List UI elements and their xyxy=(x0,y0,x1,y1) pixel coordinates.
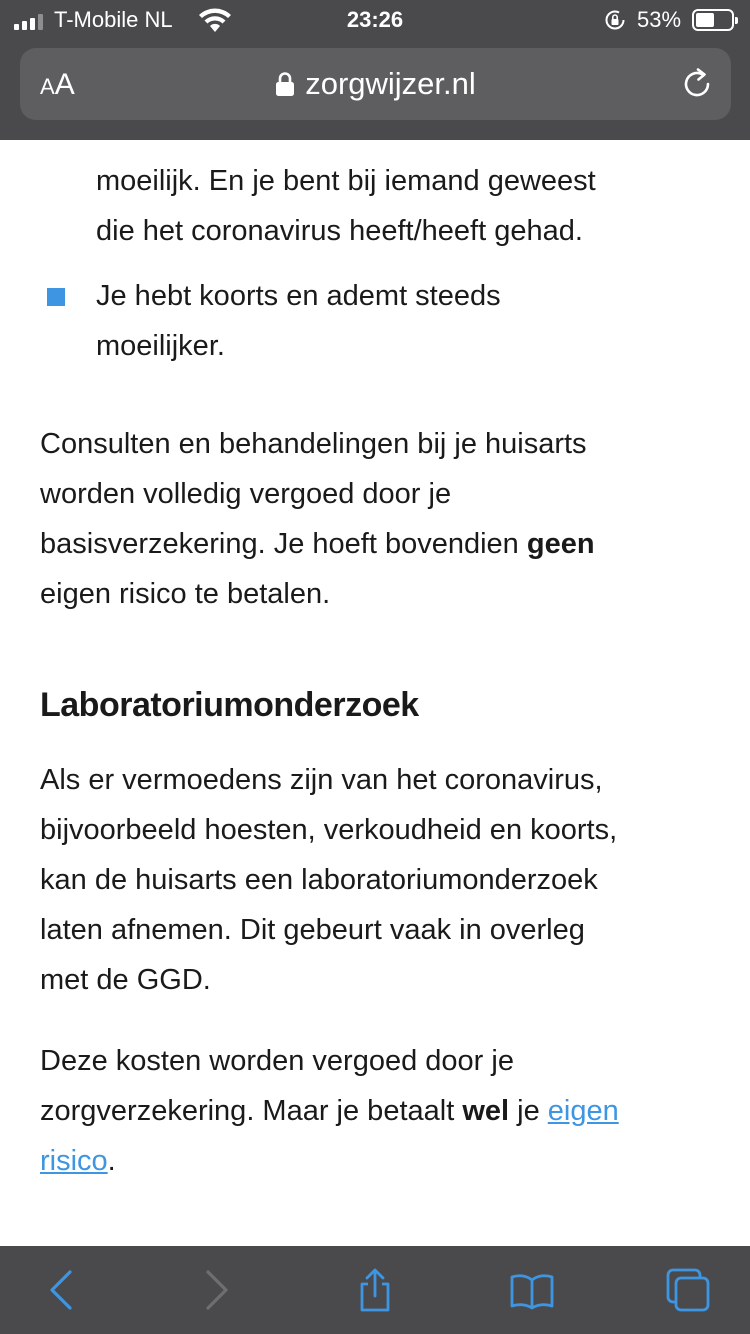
tabs-icon[interactable] xyxy=(666,1268,710,1312)
list-item xyxy=(96,156,706,256)
emphasis-wel: wel xyxy=(462,1095,510,1127)
padlock-icon xyxy=(275,71,295,97)
battery-percentage: 53% xyxy=(637,7,682,32)
paragraph-coverage: Consulten en behandelingen bij je huisarts worden volledig vergoed door je basisverzekering. Je hoeft bovendien geen eigen risico te betalen. xyxy=(40,428,595,610)
clock: 23:26 xyxy=(346,7,404,32)
eigen-risico-link[interactable]: eigen risico xyxy=(40,1095,619,1177)
carrier-name: T-Mobile NL xyxy=(54,7,173,32)
browser-toolbar xyxy=(0,1246,750,1334)
status-bar xyxy=(0,0,750,42)
url-display[interactable] xyxy=(20,66,731,102)
bullet-square-icon xyxy=(47,288,65,306)
battery-icon xyxy=(692,9,734,31)
back-icon[interactable] xyxy=(40,1268,84,1312)
list-item-line: moeilijk. En je bent bij iemand geweest xyxy=(96,165,596,197)
section-heading: Laboratoriumonderzoek xyxy=(40,686,419,724)
browser-top-chrome xyxy=(0,0,750,140)
battery-level xyxy=(696,13,714,27)
list-item xyxy=(96,271,706,371)
reload-icon[interactable] xyxy=(679,66,715,102)
list-item-line: moeilijker. xyxy=(96,330,225,362)
orientation-lock-icon xyxy=(604,9,626,31)
address-bar[interactable] xyxy=(20,48,731,120)
paragraph-costs: Deze kosten worden vergoed door je zorgverzekering. Maar je betaalt wel je eigen risico. xyxy=(40,1045,619,1177)
forward-icon[interactable] xyxy=(194,1268,238,1312)
list-item-line: die het coronavirus heeft/heeft gehad. xyxy=(96,215,583,247)
article-content xyxy=(0,118,750,1248)
text-size-button[interactable]: AA xyxy=(40,68,75,101)
share-icon[interactable] xyxy=(353,1268,397,1312)
paragraph-lab-test: Als er vermoedens zijn van het coronavirus, bijvoorbeeld hoesten, verkoudheid en koorts, kan de huisarts een laboratoriumonderzoek laten afnemen. Dit gebeurt vaak in overleg met de GGD. xyxy=(40,764,618,996)
list-item-line: Je hebt koorts en ademt steeds xyxy=(96,280,501,312)
emphasis-geen: geen xyxy=(526,528,595,560)
url-text: zorgwijzer.nl xyxy=(305,66,476,101)
bookmarks-icon[interactable] xyxy=(510,1268,554,1312)
